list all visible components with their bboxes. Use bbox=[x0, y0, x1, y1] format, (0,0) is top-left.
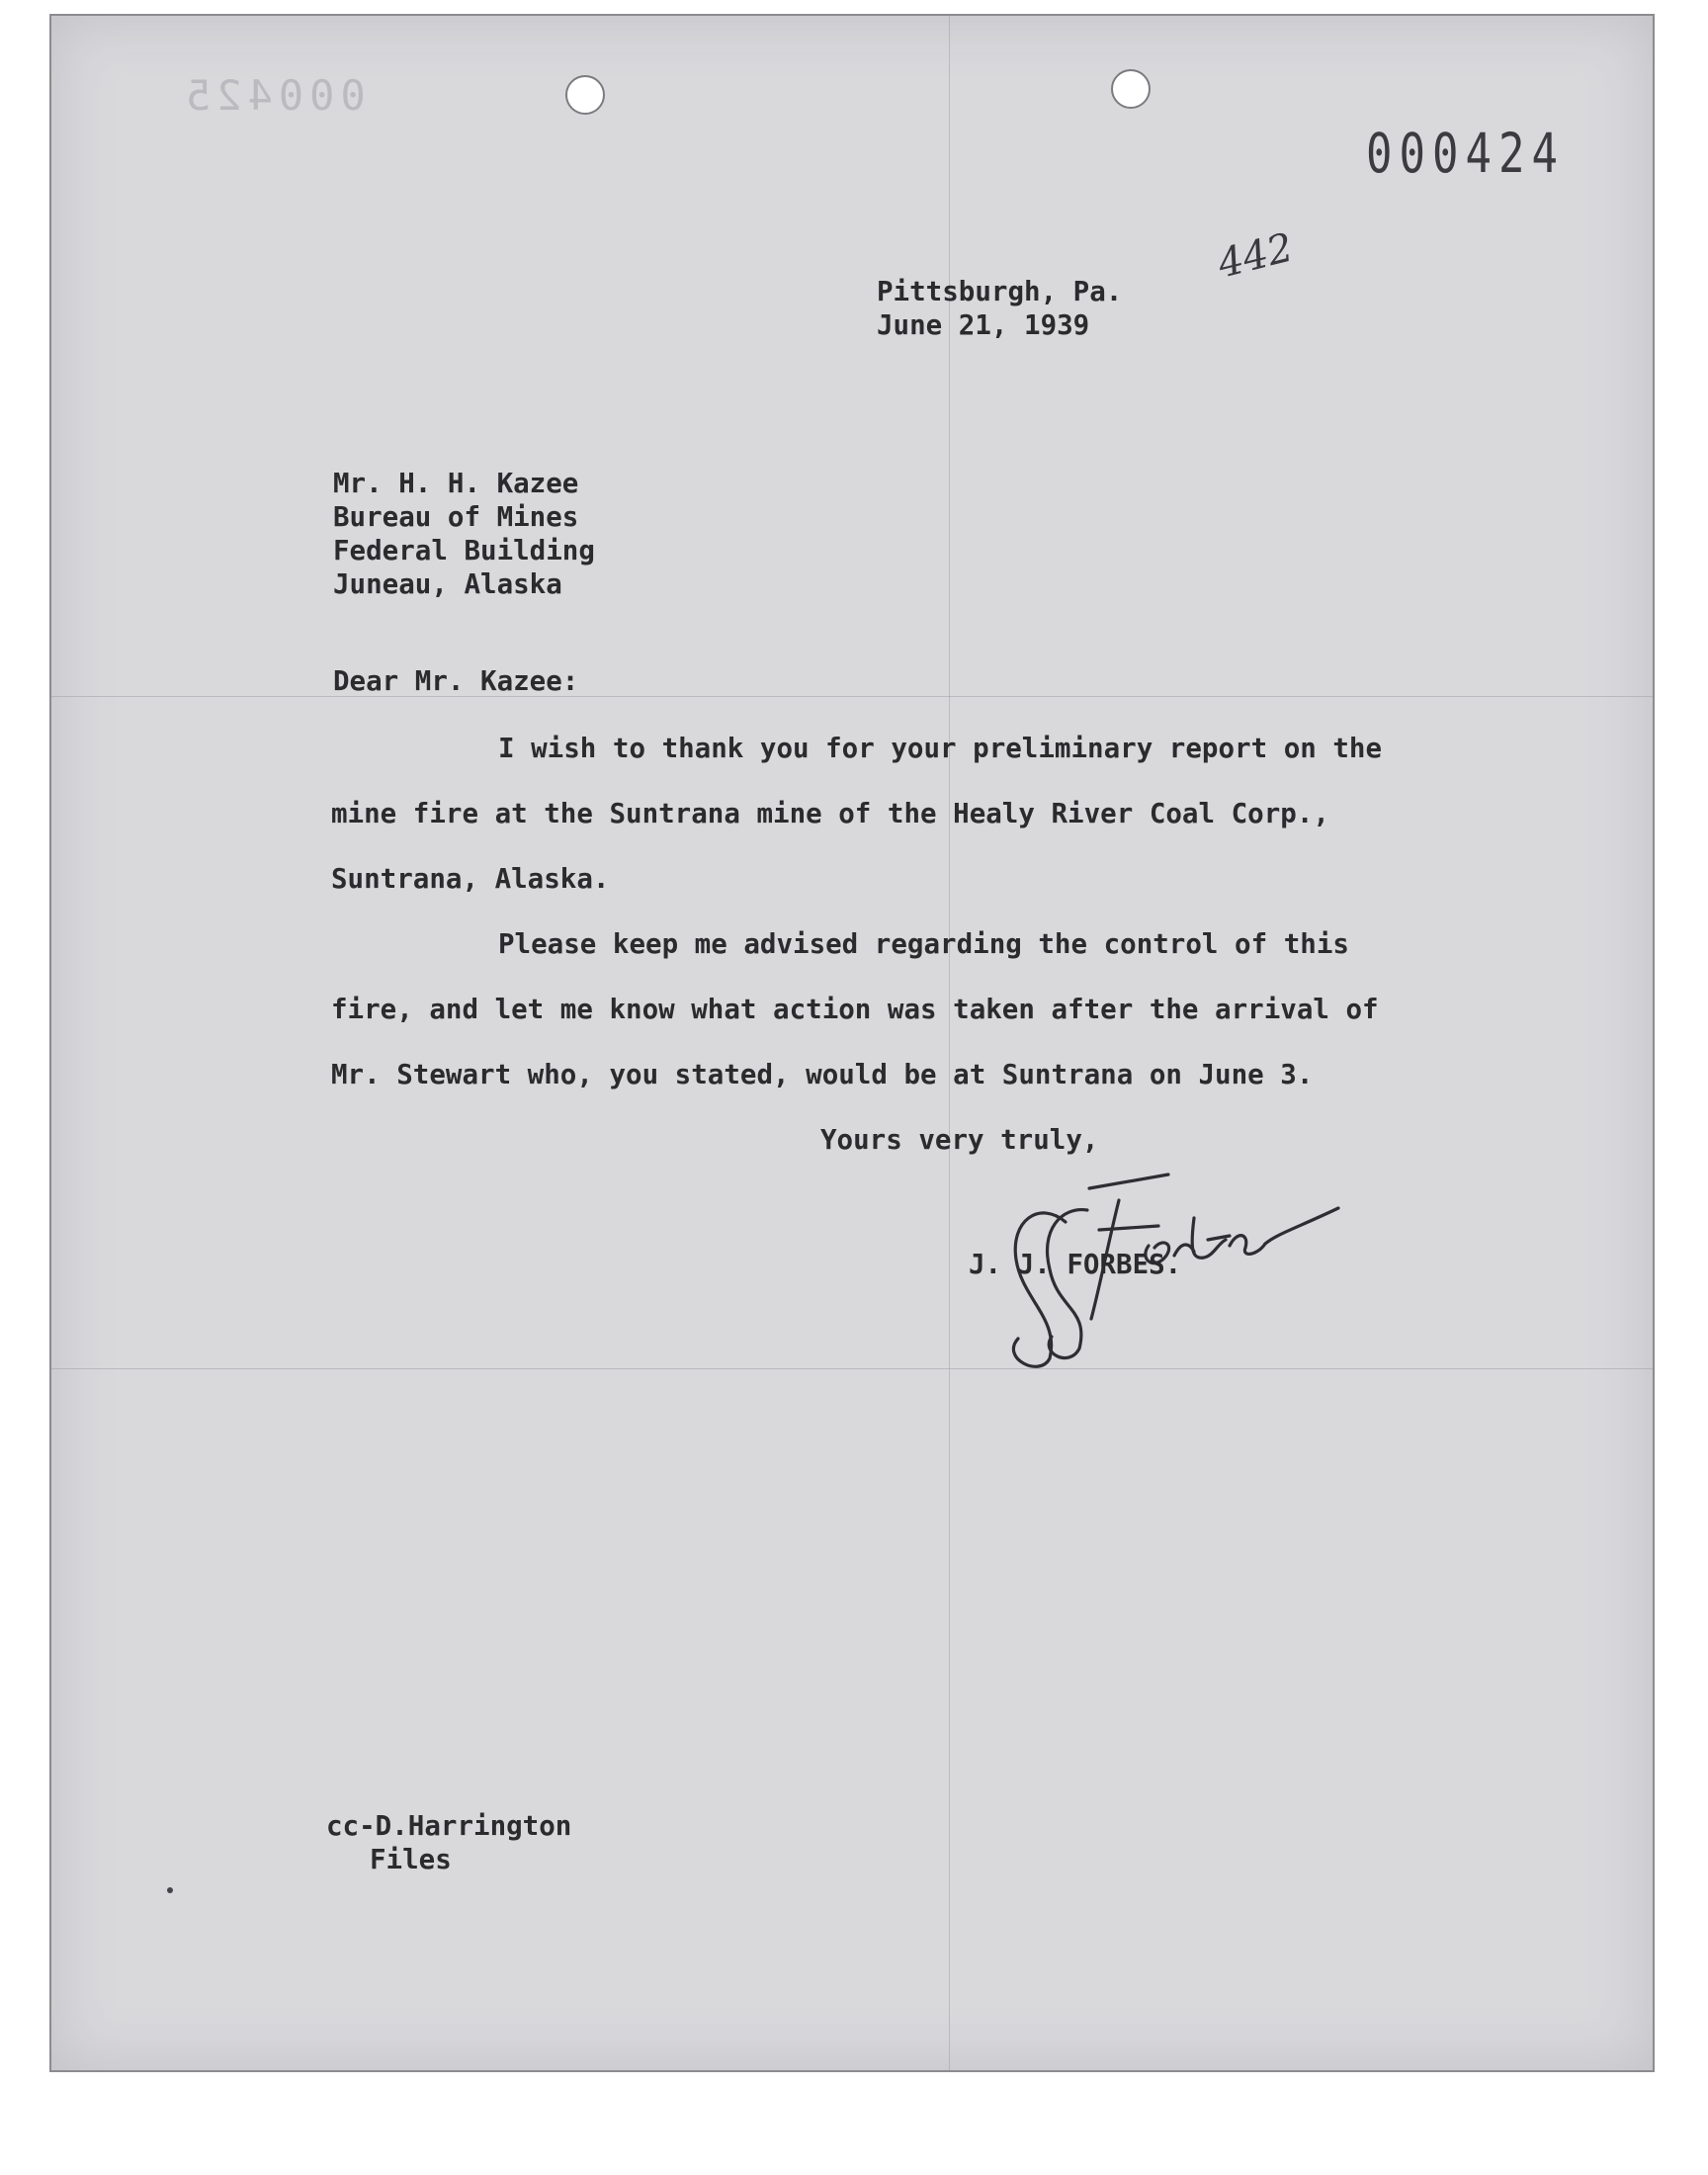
typed-signature-name: J. J. FORBES. bbox=[969, 1249, 1182, 1280]
closing: Yours very truly, bbox=[820, 1124, 1099, 1156]
recipient-org: Bureau of Mines bbox=[333, 501, 579, 533]
place-line: Pittsburgh, Pa. bbox=[877, 276, 1123, 307]
body-line: fire, and let me know what action was taken after the arrival of bbox=[331, 994, 1379, 1025]
fold-line bbox=[51, 696, 1653, 697]
salutation: Dear Mr. Kazee: bbox=[333, 665, 579, 697]
paper-speck bbox=[167, 1887, 173, 1893]
cc-line: cc-D.Harrington bbox=[326, 1810, 572, 1842]
recipient-name: Mr. H. H. Kazee bbox=[333, 468, 579, 499]
handwritten-page-number: 442 bbox=[1213, 224, 1298, 288]
punch-hole bbox=[565, 75, 605, 115]
document-number-stamp: 000424 bbox=[1366, 123, 1565, 186]
fold-line bbox=[51, 1368, 1653, 1369]
bleed-through-stamp: 000425 bbox=[180, 71, 366, 120]
recipient-building: Federal Building bbox=[333, 535, 595, 566]
letter-sheet bbox=[49, 14, 1655, 2072]
date-line: June 21, 1939 bbox=[877, 309, 1090, 341]
body-line: Please keep me advised regarding the control of this bbox=[498, 928, 1349, 960]
cc-files: Files bbox=[370, 1844, 452, 1875]
body-line: Suntrana, Alaska. bbox=[331, 863, 610, 895]
recipient-city: Juneau, Alaska bbox=[333, 568, 562, 600]
body-line: mine fire at the Suntrana mine of the Healy River Coal Corp., bbox=[331, 798, 1329, 829]
body-line: I wish to thank you for your preliminary report on the bbox=[498, 733, 1383, 764]
body-line: Mr. Stewart who, you stated, would be at Suntrana on June 3. bbox=[331, 1059, 1314, 1090]
punch-hole bbox=[1111, 69, 1151, 109]
